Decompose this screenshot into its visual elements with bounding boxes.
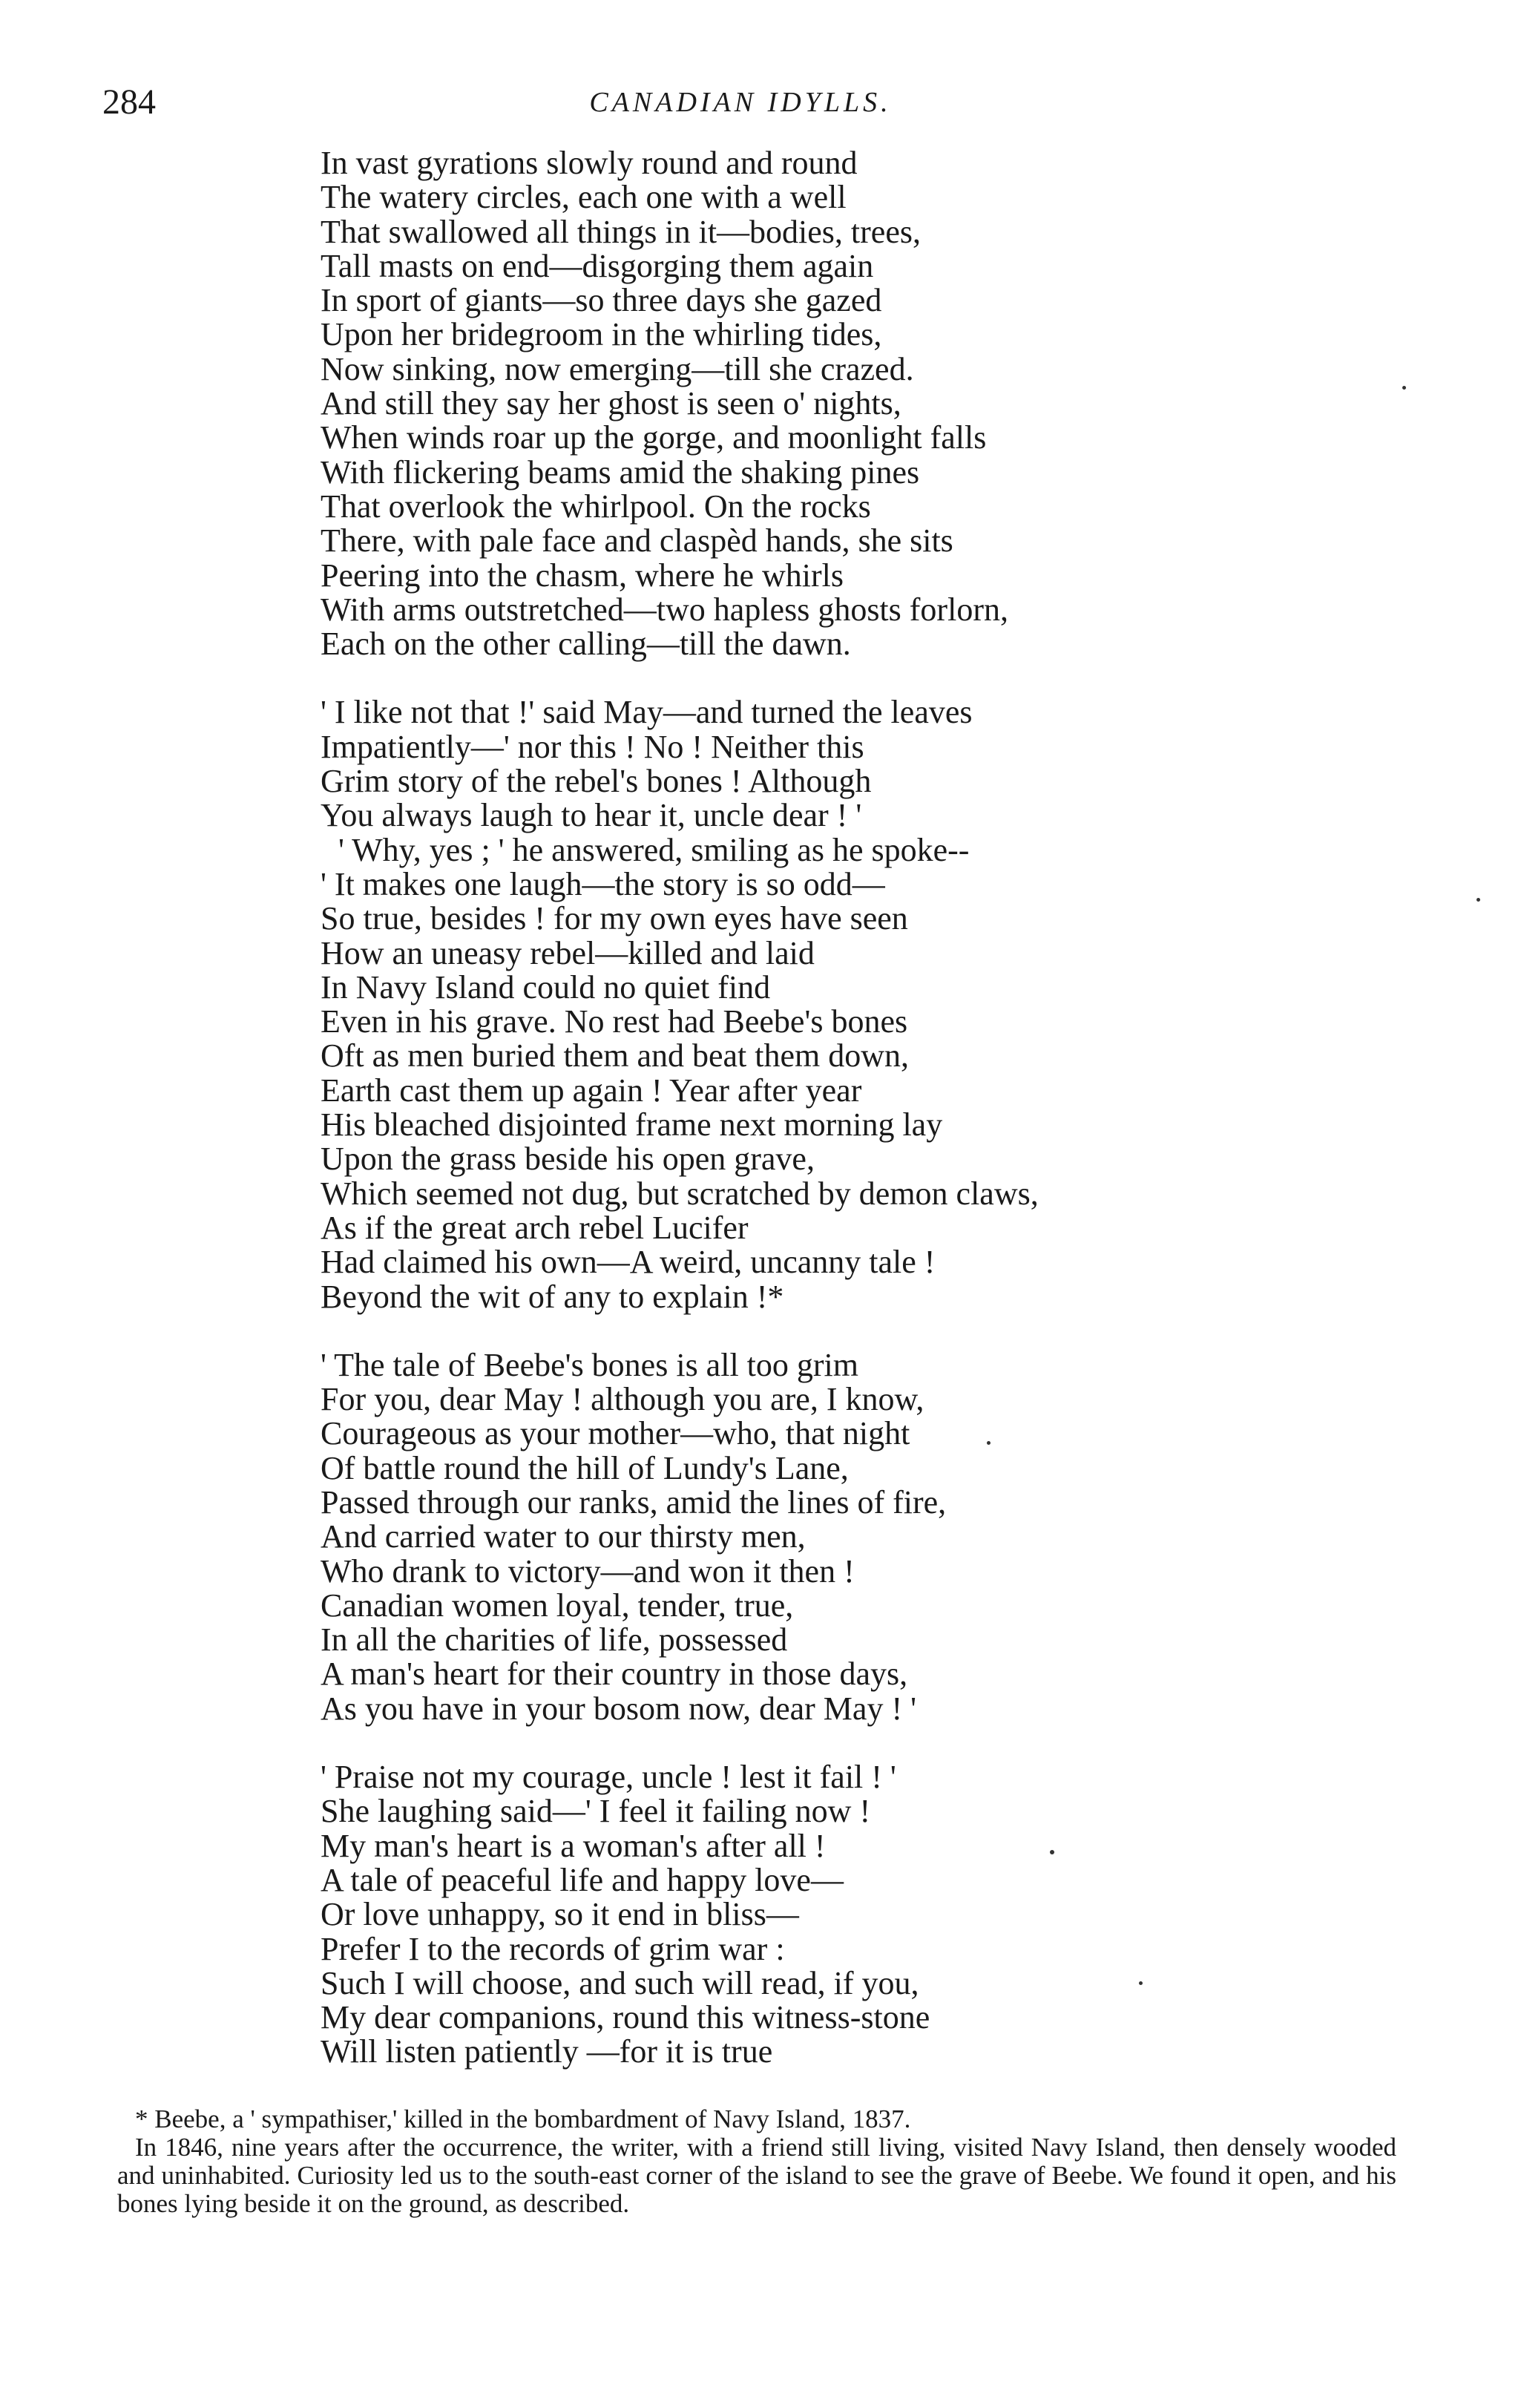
poem-line: Grim story of the rebel's bones ! Although bbox=[321, 763, 872, 800]
poem-line: How an uneasy rebel—killed and laid bbox=[321, 934, 815, 971]
poem-line: Earth cast them up again ! Year after year bbox=[321, 1072, 862, 1109]
poem-line: Oft as men buried them and beat them down, bbox=[321, 1037, 910, 1075]
poem-line: With arms outstretched—two hapless ghosts forlorn, bbox=[321, 591, 1008, 628]
poem-line: With flickering beams amid the shaking pines bbox=[321, 453, 920, 491]
poem-line: ' The tale of Beebe's bones is all too grim bbox=[321, 1346, 858, 1383]
poem-stanza bbox=[321, 695, 1285, 1313]
poem-line: You always laugh to hear it, uncle dear ! ' bbox=[321, 797, 862, 834]
poem-line: Upon the grass beside his open grave, bbox=[321, 1141, 815, 1178]
running-title: CANADIAN IDYLLS. bbox=[589, 87, 892, 118]
poem-line: Such I will choose, and such will read, if you, bbox=[321, 1964, 919, 2001]
poem-line: Canadian women loyal, tender, true, bbox=[321, 1587, 794, 1624]
margin-speck bbox=[1139, 1981, 1143, 1985]
margin-speck bbox=[1402, 386, 1406, 390]
poem-line: Which seemed not dug, but scratched by demon claws, bbox=[321, 1175, 1039, 1212]
poem-line: When winds roar up the gorge, and moonlight falls bbox=[321, 419, 987, 456]
poem-line: ' Why, yes ; ' he answered, smiling as he spoke-- bbox=[338, 831, 970, 868]
poem-line: Or love unhappy, so it end in bliss— bbox=[321, 1896, 799, 1933]
poem-line: Who drank to victory—and won it then ! bbox=[321, 1552, 855, 1590]
footnote-first: * Beebe, a ' sympathiser,' killed in the bombardment of Navy Island, 1837. bbox=[135, 2104, 911, 2133]
poem-line: ' It makes one laugh—the story is so odd— bbox=[321, 865, 885, 902]
poem-line: The watery circles, each one with a well bbox=[321, 179, 847, 216]
poem-line: In vast gyrations slowly round and round bbox=[321, 145, 858, 181]
poem-line: Impatiently—' nor this ! No ! Neither this bbox=[321, 728, 864, 765]
poem-line: Courageous as your mother—who, that night bbox=[321, 1415, 910, 1452]
poem-line: Had claimed his own—A weird, uncanny tale ! bbox=[321, 1244, 936, 1281]
footnote-second: In 1846, nine years after the occurrence, the writer, with a friend still living, visited Navy Island, then densely wooded and uninhabited. Curiosity led us to the south-east corner of the island to see the grave of Beebe. We found it open, and his bones lying beside it on the ground, as described. bbox=[117, 2133, 1396, 2218]
margin-speck bbox=[1476, 898, 1480, 902]
poem-line: In sport of giants—so three days she gazed bbox=[321, 282, 882, 319]
poem-stanza bbox=[321, 1348, 1285, 1726]
poem-line: And still they say her ghost is seen o' nights, bbox=[321, 385, 901, 422]
poem-line: Tall masts on end—disgorging them again bbox=[321, 247, 874, 284]
poem-line: Even in his grave. No rest had Beebe's bones bbox=[321, 1003, 908, 1040]
poem-line: As if the great arch rebel Lucifer bbox=[321, 1209, 749, 1246]
poem-line: In Navy Island could no quiet find bbox=[321, 968, 771, 1005]
margin-speck bbox=[987, 1441, 991, 1445]
poem-line: Beyond the wit of any to explain !* bbox=[321, 1278, 784, 1315]
poem-line: And carried water to our thirsty men, bbox=[321, 1518, 806, 1555]
poem-line: Now sinking, now emerging—till she crazed. bbox=[321, 350, 914, 387]
poem-line: Upon her bridegroom in the whirling tides, bbox=[321, 316, 882, 353]
poem-stanza bbox=[321, 146, 1285, 661]
poem-stanza bbox=[321, 1760, 1285, 2070]
poem-line: That swallowed all things in it—bodies, trees, bbox=[321, 213, 921, 250]
poem-line: Peering into the chasm, where he whirls bbox=[321, 557, 844, 594]
page-header bbox=[102, 80, 1379, 125]
poem-line: Each on the other calling—till the dawn. bbox=[321, 626, 851, 663]
poem-line: So true, besides ! for my own eyes have seen bbox=[321, 900, 908, 937]
page-number: 284 bbox=[102, 82, 156, 122]
poem-line: His bleached disjointed frame next morning lay bbox=[321, 1106, 943, 1144]
poem-line: A tale of peaceful life and happy love— bbox=[321, 1861, 844, 1898]
poem-line: Passed through our ranks, amid the lines of fire, bbox=[321, 1483, 947, 1520]
poem-line: My man's heart is a woman's after all ! bbox=[321, 1827, 826, 1864]
poem-line: My dear companions, round this witness-stone bbox=[321, 1999, 930, 2036]
poem-line: ' I like not that !' said May—and turned the leaves bbox=[321, 694, 973, 731]
poem-line: Of battle round the hill of Lundy's Lane, bbox=[321, 1449, 849, 1486]
poem-line: A man's heart for their country in those days, bbox=[321, 1656, 908, 1693]
margin-speck bbox=[1050, 1850, 1054, 1854]
poem-line: Prefer I to the records of grim war : bbox=[321, 1930, 785, 1967]
poem-line: ' Praise not my courage, uncle ! lest it fail ! ' bbox=[321, 1759, 896, 1796]
poem-body bbox=[321, 146, 1285, 2070]
poem-line: That overlook the whirlpool. On the rocks bbox=[321, 488, 871, 525]
poem-line: She laughing said—' I feel it failing now ! bbox=[321, 1793, 871, 1830]
poem-line: As you have in your bosom now, dear May ! ' bbox=[321, 1690, 917, 1727]
poem-line: For you, dear May ! although you are, I know, bbox=[321, 1381, 924, 1418]
footnotes bbox=[117, 2105, 1396, 2218]
poem-line: In all the charities of life, possessed bbox=[321, 1621, 788, 1659]
poem-line: There, with pale face and claspèd hands, she sits bbox=[321, 522, 953, 560]
poem-line: Will listen patiently —for it is true bbox=[321, 2033, 773, 2070]
